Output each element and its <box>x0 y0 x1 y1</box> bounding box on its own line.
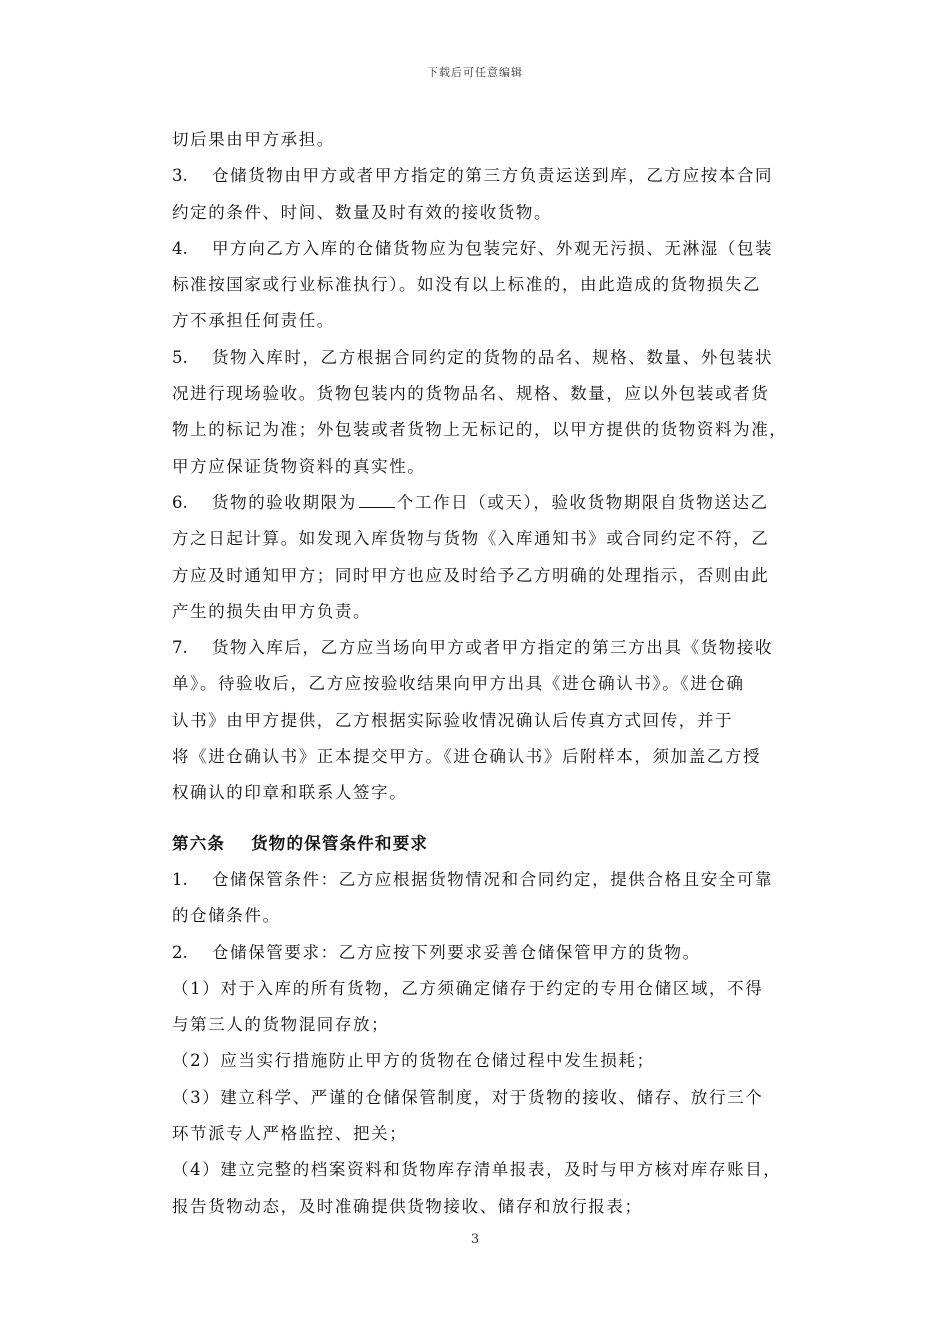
clause-6 <box>172 485 812 521</box>
clause-number: 2. <box>172 942 188 962</box>
text-line: 产生的损失由甲方负责。 <box>172 601 372 621</box>
text-line: 况进行现场验收。货物包装内的货物品名、规格、数量，应以外包装或者货 <box>172 384 770 404</box>
clause-number: 7. <box>172 638 188 658</box>
clause-number: 4. <box>172 238 188 258</box>
text-line: 方不承担任何责任。 <box>172 311 335 331</box>
clause-number: 6. <box>172 492 188 512</box>
page-header: 下载后可任意编辑 <box>427 66 523 79</box>
text-line: 仓储保管条件：乙方应根据货物情况和合同约定，提供合格且安全可靠 <box>212 869 774 889</box>
document-body <box>172 122 812 1225</box>
subclause-1 <box>172 862 812 898</box>
text-line: 甲方向乙方入库的仓储货物应为包装完好、外观无污损、无淋湿（包装 <box>212 238 774 258</box>
text-line: 将《进仓确认书》正本提交甲方。《进仓确认书》后附样本，须加盖乙方授 <box>172 747 762 767</box>
text-line: （2）应当实行措施防止甲方的货物在仓储过程中发生损耗； <box>172 1051 655 1071</box>
clause-number: 1. <box>172 869 188 889</box>
text-line: 货物入库后，乙方应当场向甲方或者甲方指定的第三方出具《货物接收 <box>212 638 774 658</box>
text-line: 仓储货物由甲方或者甲方指定的第三方负责运送到库，乙方应按本合同 <box>212 166 774 186</box>
text-line: 甲方应保证货物资料的真实性。 <box>172 456 426 476</box>
text-line: 切后果由甲方承担。 <box>172 130 335 149</box>
text-line: 方应及时通知甲方；同时甲方也应及时给予乙方明确的处理指示，否则由此 <box>172 565 770 585</box>
text-line: 方之日起计算。如发现入库货物与货物《入库通知书》或合同约定不符，乙 <box>172 529 770 549</box>
text-line: 报告货物动态，及时准确提供货物接收、储存和放行报表； <box>172 1196 643 1216</box>
section-title: 货物的保管条件和要求 <box>251 833 429 853</box>
clause-number: 3. <box>172 166 188 186</box>
text-line: 标准按国家或行业标准执行）。如没有以上标准的，由此造成的货物损失乙 <box>172 275 762 295</box>
clause-3 <box>172 158 812 194</box>
text-line: 货物入库时，乙方根据合同约定的货物的品名、规格、数量、外包装状 <box>212 347 774 367</box>
clause-7 <box>172 630 812 666</box>
text-line: （4）建立完整的档案资料和货物库存清单报表，及时与甲方核对库存账目， <box>172 1160 782 1180</box>
text-line: 物上的标记为准；外包装或者货物上无标记的，以甲方提供的货物资料为准， <box>172 420 788 440</box>
page-number: 3 <box>470 1232 480 1247</box>
clause-number: 5. <box>172 347 188 367</box>
text-line: （3）建立科学、严谨的仓储保管制度，对于货物的接收、储存、放行三个 <box>172 1087 764 1107</box>
clause-4 <box>172 231 812 267</box>
text-line: 货物的验收期限为 <box>212 492 357 512</box>
text-line: 环节派专人严格监控、把关； <box>172 1124 408 1144</box>
text-line: 权确认的印章和联系人签字。 <box>172 783 408 803</box>
text-line: 认书》由甲方提供，乙方根据实际验收情况确认后传真方式回传，并于 <box>172 710 734 730</box>
section-label: 第六条 <box>172 833 226 853</box>
text-line: 单》。待验收后，乙方应按验收结果向甲方出具《进仓确认书》。《进仓确 <box>172 674 745 694</box>
text-line: 约定的条件、时间、数量及时有效的接收货物。 <box>172 202 553 222</box>
text-line: 的仓储条件。 <box>172 906 281 926</box>
text-line: 仓储保管要求：乙方应按下列要求妥善仓储保管甲方的货物。 <box>212 942 701 962</box>
text-line: 个工作日（或天），验收货物期限自货物送达乙 <box>396 492 769 512</box>
subclause-2 <box>172 935 812 971</box>
text-line: 与第三人的货物混同存放； <box>172 1015 390 1035</box>
fill-in-blank <box>359 506 395 508</box>
section-heading <box>172 826 812 862</box>
clause-5 <box>172 340 812 376</box>
text-line: （1）对于入库的所有货物，乙方须确定储存于约定的专用仓储区域，不得 <box>172 978 764 998</box>
